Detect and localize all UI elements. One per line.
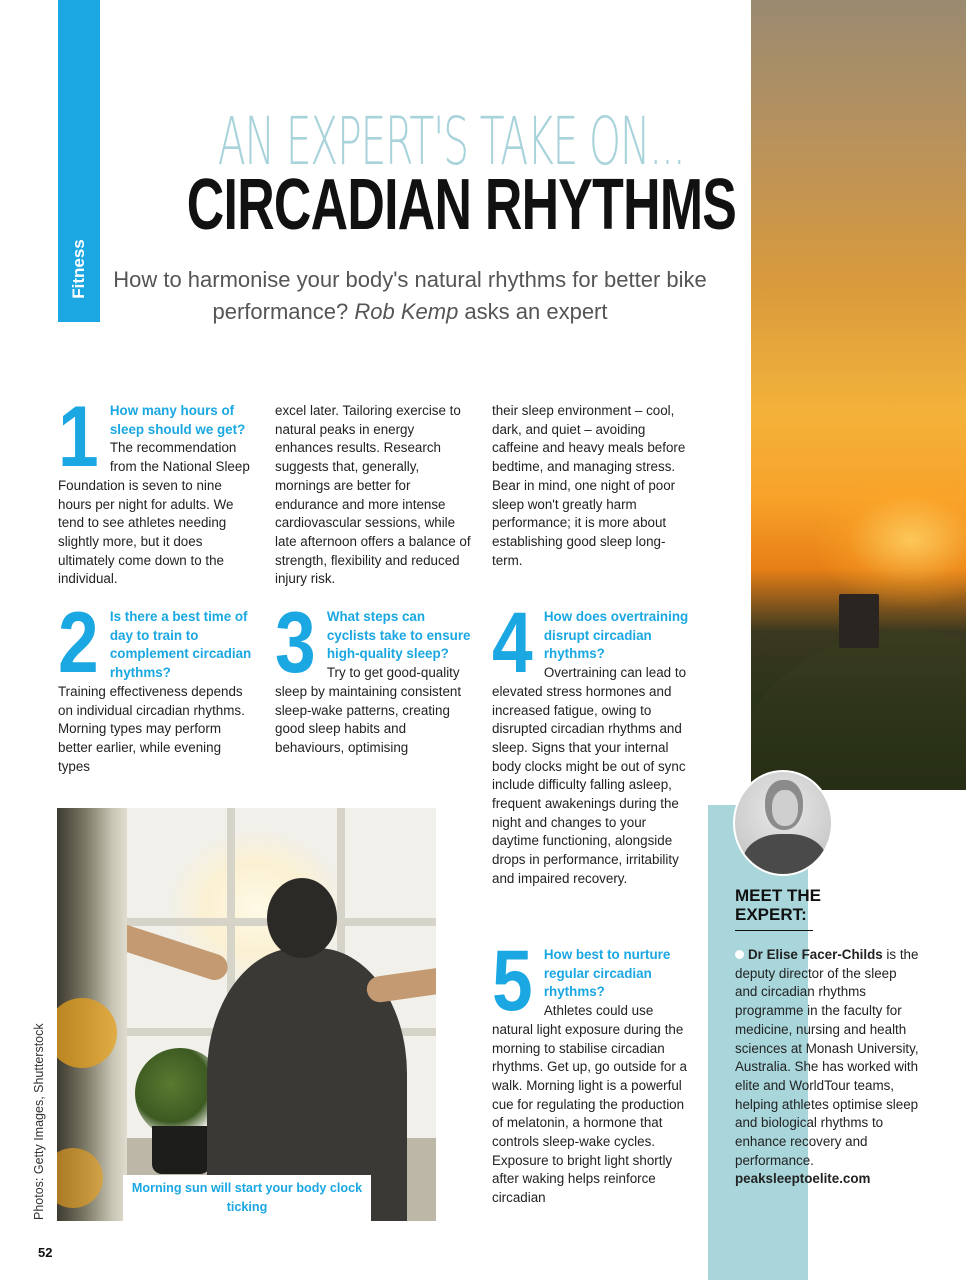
photo-credit: Photos: Getty Images, Shutterstock [32, 1023, 46, 1220]
bullet-icon [735, 950, 744, 959]
section-label: Fitness [69, 239, 88, 299]
portrait-face [772, 790, 798, 826]
qa-4 [492, 595, 692, 889]
qa-5 [492, 933, 692, 1208]
sun-glow [811, 470, 966, 610]
sunset-photo [751, 0, 966, 790]
qa-1 [58, 389, 254, 589]
question: How best to nurture regular circadian rhythms? [543, 947, 671, 1000]
expert-bio: Dr Elise Facer-Childs is the deputy director of the sleep and circadian rhythms programme in the faculty for medicine, nursing and health sciences at Monash University, Australia. She has worked with elite and WorldTour teams, helping athletes optimise sleep and biological rhythms to enhance recovery and performance. peaksleeptoelite.com [735, 947, 919, 1187]
expert-name: Dr Elise Facer-Childs [748, 947, 883, 962]
expert-portrait [733, 770, 833, 876]
headline: CIRCADIAN RHYTHMS [186, 165, 737, 245]
hill [751, 630, 966, 790]
question-number: 5 [492, 933, 533, 1029]
expert-url[interactable]: peaksleeptoelite.com [735, 1171, 871, 1187]
qa-3-continued [492, 402, 692, 570]
question-number: 2 [58, 595, 99, 691]
question: How does overtraining disrupt circadian rhythms? [543, 609, 689, 662]
portrait-shoulders [743, 834, 827, 876]
author: Rob Kemp [354, 299, 459, 324]
question: Is there a best time of day to train to complement circadian rhythms? [109, 609, 252, 681]
plant-pot [152, 1126, 210, 1174]
answer: Training effectiveness depends on individual circadian rhythms. Morning types may perform better earlier, while evening types [58, 683, 245, 774]
question-number: 3 [275, 595, 316, 691]
standfirst: How to harmonise your body's natural rhythms for better bike performance? Rob Kemp asks an expert [113, 267, 707, 324]
heading-rule [735, 930, 813, 931]
question-number: 1 [58, 389, 99, 485]
answer: Try to get good-quality sleep by maintaining consistent sleep-wake patterns, creating good sleep habits and behaviours, optimising [275, 665, 462, 755]
photo-caption: Morning sun will start your body clock ticking [123, 1175, 371, 1221]
page-number: 52 [38, 1245, 53, 1260]
qa-3 [275, 595, 471, 758]
kicker: AN EXPERT'S TAKE ON... [217, 103, 685, 180]
answer: Overtraining can lead to elevated stress hormones and increased fatigue, owing to disrupted circadian rhythms and sleep. Signs that your internal body clocks might be out of sync include difficulty falling asleep, frequent awakenings during the night and changes to your daytime functioning, alongside drops in performance, irritability and impaired recovery. [492, 665, 687, 886]
qa-2 [58, 595, 254, 776]
qa-1-continued [275, 402, 471, 589]
answer: their sleep environment – cool, dark, and quiet – avoiding caffeine and heavy meals before bedtime, and managing stress. Bear in mind, one night of poor sleep won't greatly harm performance; it is more about establishing good sleep long-term. [492, 403, 686, 568]
question: How many hours of sleep should we get? [109, 403, 246, 437]
answer: Athletes could use natural light exposure during the morning to stabilise circadian rhythms. Get up, go outside for a walk. Morning light is a powerful cue for regulating the production of melatonin, a hormone that controls sleep-wake cycles. Exposure to bright light shortly after waking helps reinforce circadian [492, 1003, 688, 1206]
question: What steps can cyclists take to ensure high-quality sleep? [326, 609, 471, 662]
answer: The recommendation from the National Sleep Foundation is seven to nine hours per night for adults. We tend to see athletes needing slightly more, but it does ultimately come down to the individual. [58, 440, 250, 587]
person-head [267, 878, 337, 958]
stone-post [839, 594, 879, 648]
answer: excel later. Tailoring exercise to natural peaks in energy enhances results. Research suggests that, generally, mornings are better for endurance and more intense cardiovascular sessions, while late afternoon offers a balance of strength, flexibility and reduced injury risk. [275, 403, 471, 587]
question-number: 4 [492, 595, 533, 691]
window-photo [57, 808, 436, 1221]
meet-the-expert-heading: MEET THE EXPERT: [735, 886, 821, 924]
